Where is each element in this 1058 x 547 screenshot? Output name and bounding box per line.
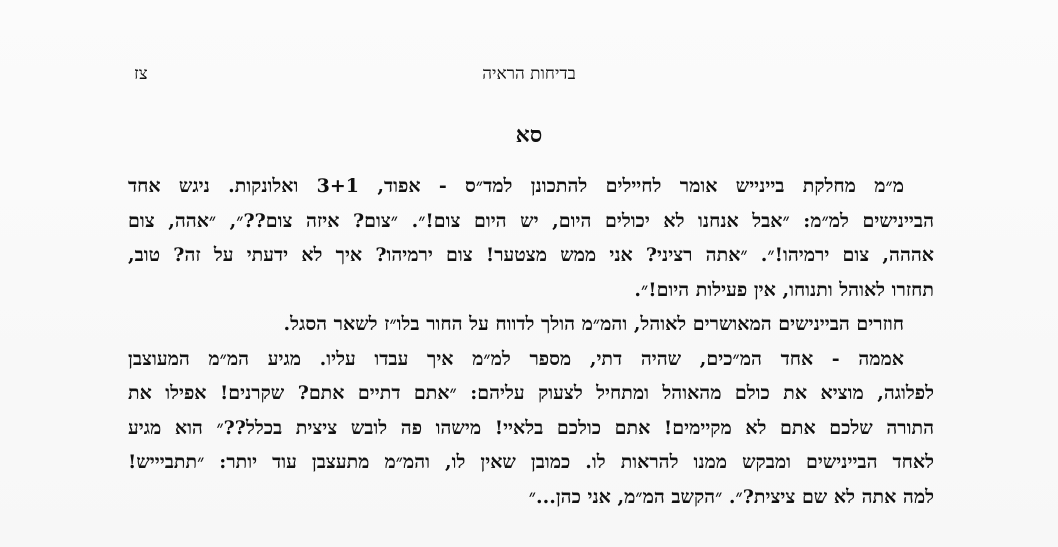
text-line: לאחד הביינישים ומבקש ממנו להראות לו. כמובן שאין לו, והמ״מ מתעצבן עוד יותר: ״תתביייש! (128, 451, 934, 473)
page-number: צז (134, 64, 148, 84)
text-line: אממה - אחד המ״כים, שהיה דתי, מספר למ״מ איך עבדו עליו. מגיע המ״מ המעוצבן (128, 347, 904, 370)
text-line: מ״מ מחלקת ביינייש אומר לחיילים להתכונן למד״ס - אפוד, 3+1 ואלונקות. ניגש אחד (128, 175, 904, 197)
text-line: הביינישים למ״מ: ״אבל אנחנו לא יכולים היום, יש היום צום!״. ״צום? איזה צום??״, ״אהה, צום (128, 209, 934, 232)
running-header-title: בדיחות הראיה (482, 64, 576, 84)
joke-number-heading: סא (515, 122, 543, 148)
text-line: לפלוגה, מוציא את כולם מהאוהל ומתחיל לצעוק עליהם: ״אתם דתיים אתם? שקרנים! אפילו את (128, 382, 934, 404)
text-line: חוזרים הביינישים המאושרים לאוהל, והמ״מ הולך לדווח על החור בלו״ז לשאר הסגל. (283, 313, 904, 335)
text-line: התורה שלכם אתם לא מקיימים! אתם כולכם בלאיי! מישהו פה לובש ציצית בכלל??״ הוא מגיע (128, 416, 934, 439)
text-line: אההה, צום ירמיהו!״. ״אתה רציני? אני ממש מצטער! צום ירמיהו? איך לא ידעתי על זה? טוב, (128, 244, 934, 266)
text-line: תחזרו לאוהל ותנוחו, אין פעילות היום!״. (634, 278, 934, 301)
text-line: למה אתה לא שם ציצית?״. ״הקשב המ״מ, אני כהן...״ (528, 485, 934, 508)
joke-body (128, 169, 934, 514)
